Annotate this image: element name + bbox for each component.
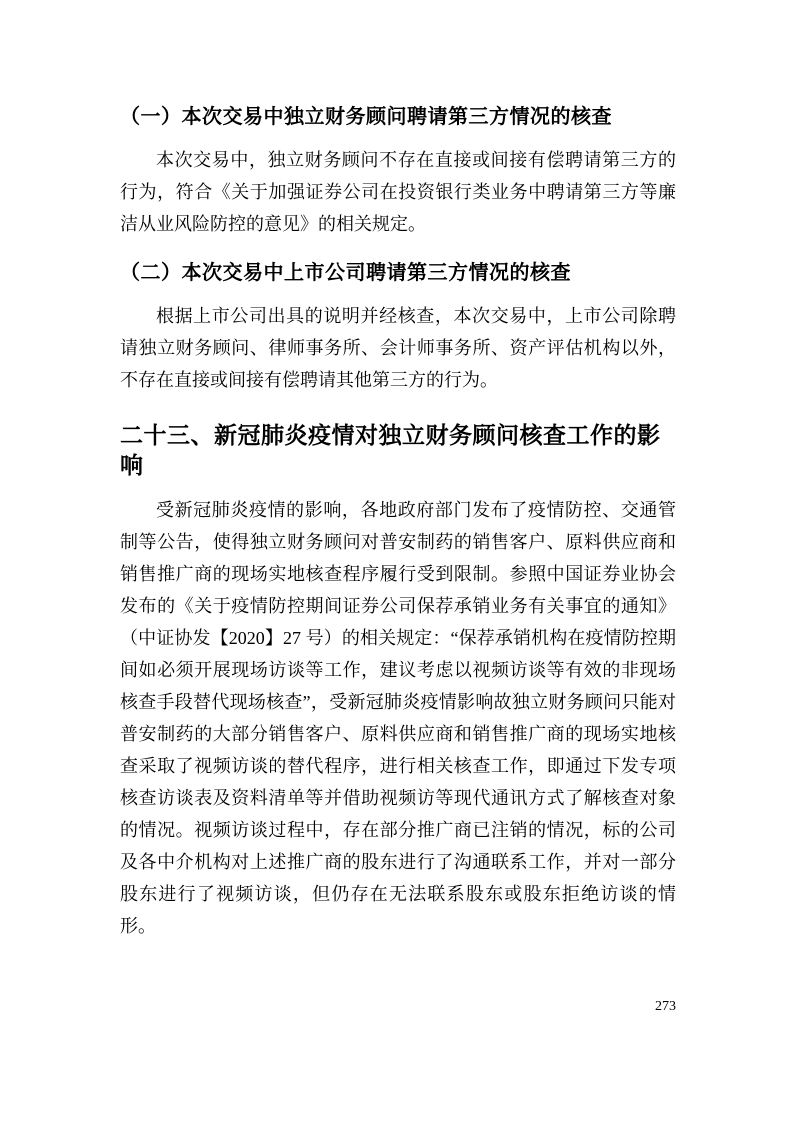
section-paragraph-2: 根据上市公司出具的说明并经核查，本次交易中，上市公司除聘请独立财务顾问、律师事务所、会计师事务所、资产评估机构以外，不存在直接或间接有偿聘请其他第三方的行为。: [120, 306, 676, 390]
chapter-heading: 二十三、新冠肺炎疫情对独立财务顾问核查工作的影响: [120, 422, 661, 478]
section-covid-impact: [120, 420, 676, 942]
section-third-party-listed-company-check: [120, 260, 676, 396]
section-heading-2: （二）本次交易中上市公司聘请第三方情况的核查: [120, 262, 571, 284]
page-number: 273: [655, 999, 676, 1014]
section-heading-1: （一）本次交易中独立财务顾问聘请第三方情况的核查: [120, 106, 612, 128]
section-third-party-advisor-check: [120, 104, 676, 240]
section-paragraph-1: 本次交易中，独立财务顾问不存在直接或间接有偿聘请第三方的行为，符合《关于加强证券公司在投资银行类业务中聘请第三方等廉洁从业风险防控的意见》的相关规定。: [120, 150, 676, 234]
chapter-paragraph: 受新冠肺炎疫情的影响，各地政府部门发布了疫情防控、交通管制等公告，使得独立财务顾问对普安制药的销售客户、原料供应商和销售推广商的现场实地核查程序履行受到限制。参照中国证券业协会发布的《关于疫情防控期间证券公司保荐承销业务有关事宜的通知》（中证协发【2020】27 号）的相关规定：“保荐承销机构在疫情防控期间如必须开展现场访谈等工作，建议考虑以视频访谈等有效的非现场核查手段替代现场核查”，受新冠肺炎疫情影响故独立财务顾问只能对普安制药的大部分销售客户、原料供应商和销售推广商的现场实地核查采取了视频访谈的替代程序，进行相关核查工作，即通过下发专项核查访谈表及资料清单等并借助视频访等现代通讯方式了解核查对象的情况。视频访谈过程中，存在部分推广商已注销的情况，标的公司及各中介机构对上述推广商的股东进行了沟通联系工作，并对一部分股东进行了视频访谈，但仍存在无法联系股东或股东拒绝访谈的情形。: [120, 500, 676, 936]
